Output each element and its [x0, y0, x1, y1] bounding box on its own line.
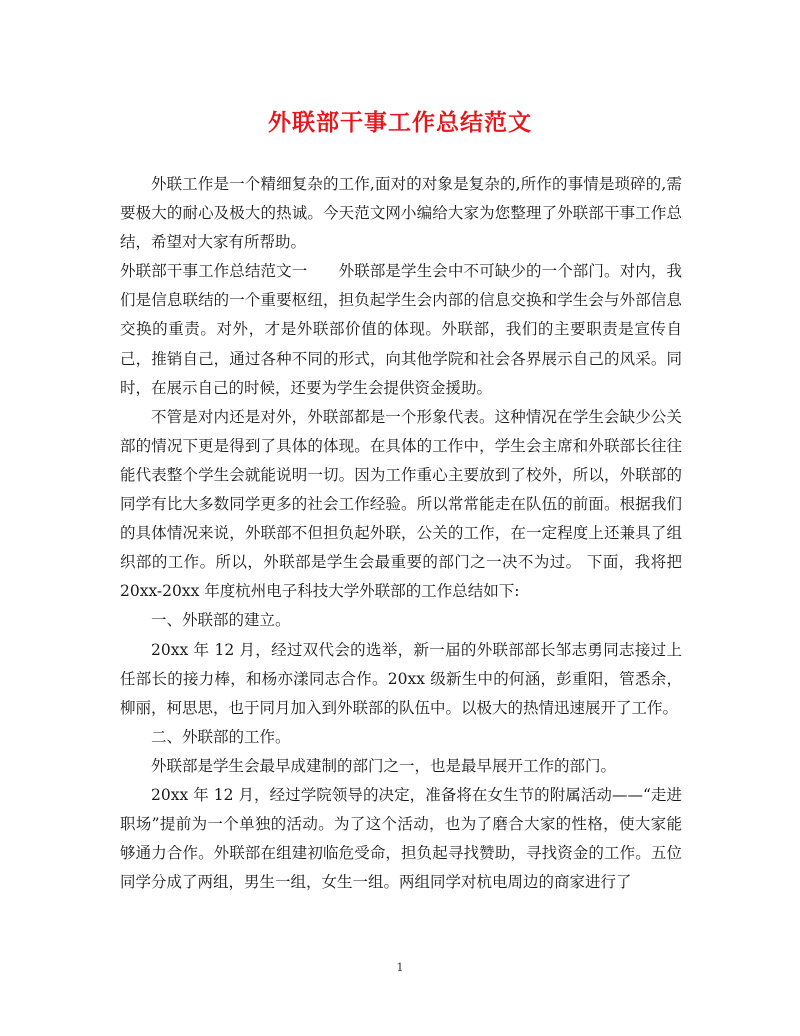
document-title: 外联部干事工作总结范文: [268, 109, 532, 136]
paragraph-intro: 外联工作是一个精细复杂的工作,面对的对象是复杂的,所作的事情是琐碎的,需要极大的耐心及极大的热诚。今天范文网小编给大家为您整理了外联部干事工作总结，希望对大家有所帮助。: [120, 175, 682, 252]
page-number: 1: [396, 961, 404, 974]
paragraph-work-intro: 外联部是学生会最早成建制的部门之一，也是最早展开工作的部门。: [151, 756, 617, 775]
section-heading-work: 二、外联部的工作。: [151, 727, 291, 746]
section-heading-establishment: 一、外联部的建立。: [151, 611, 291, 630]
paragraph-establishment: 20xx 年 12 月，经过双代会的选举，新一届的外联部部长邹志勇同志接过上任部长的接力棒，和杨亦漾同志合作。20xx 级新生中的何涵，彭重阳，管悉余，柳丽，柯思思，也于同月加入到外联部的队伍中。以极大的热情迅速展开了工作。: [120, 640, 682, 717]
document-body: [120, 170, 682, 897]
paragraph-sample-one: 外联部干事工作总结范文一 外联部是学生会中不可缺少的一个部门。对内，我们是信息联结的一个重要枢纽，担负起学生会内部的信息交换和学生会与外部信息交换的重责。对外，才是外联部价值的体现。外联部，我们的主要职责是宣传自己，推销自己，通过各种不同的形式，向其他学院和社会各界展示自己的风采。同时，在展示自己的时候，还要为学生会提供资金援助。: [120, 262, 682, 397]
paragraph-image-role: 不管是对内还是对外，外联部都是一个形象代表。这种情况在学生会缺少公关部的情况下更是得到了具体的体现。在具体的工作中，学生会主席和外联部长往往能代表整个学生会就能说明一切。因为工作重心主要放到了校外，所以，外联部的同学有比大多数同学更多的社会工作经验。所以常常能走在队伍的前面。根据我们的具体情况来说，外联部不但担负起外联，公关的工作，在一定程度上还兼具了组织部的工作。所以，外联部是学生会最重要的部门之一决不为过。 下面，我将把 20xx-20xx 年度杭州电子科技大学外联部的工作总结如下:: [120, 407, 682, 601]
paragraph-work-detail: 20xx 年 12 月，经过学院领导的决定，准备将在女生节的附属活动——“走进职场”提前为一个单独的活动。为了这个活动，也为了磨合大家的性格，使大家能够通力合作。外联部在组建初临危受命，担负起寻找赞助，寻找资金的工作。五位同学分成了两组，男生一组，女生一组。两组同学对杭电周边的商家进行了: [120, 785, 682, 892]
